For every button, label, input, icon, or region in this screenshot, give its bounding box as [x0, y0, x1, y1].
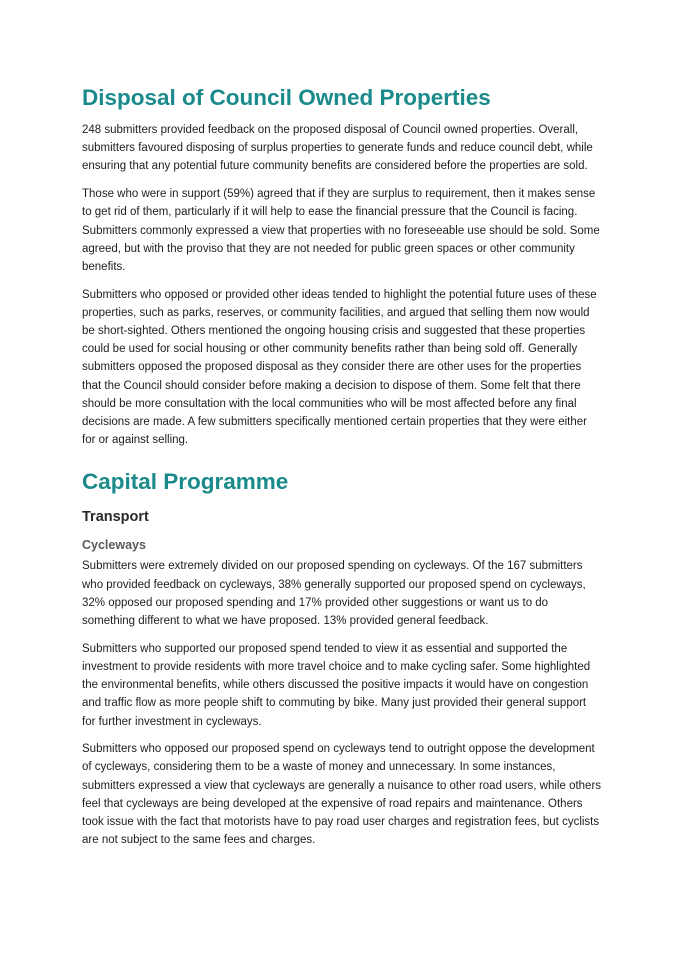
paragraph: Those who were in support (59%) agreed that if they are surplus to requirement, then it makes sense to get rid of them, particularly if it will help to ease the financial pressure that the Council is facing. Submitters commonly expressed a view that properties with no foreseeable use should be sold. Some agreed, but with the proviso that they are not needed for public green spaces or other community benefits.	[82, 188, 600, 273]
subheading-transport: Transport	[82, 509, 149, 526]
paragraph: Submitters who supported our proposed spend tended to view it as essential and supported the investment to provide residents with more travel choice and to make cycling safer. Some highlighted the environmental benefits, while others discussed the positive impacts it would have on congestion and traffic flow as more people shift to commuting by bike. Many just provided their general support for further investment in cycleways.	[82, 642, 591, 728]
document-page	[82, 0, 602, 859]
paragraph: Submitters who opposed our proposed spend on cycleways tend to outright oppose the development of cycleways, considering them to be a waste of money and unnecessary. In some instances, submitters expressed a view that cycleways are generally a nuisance to other road users, while others feel that cycleways are being developed at the expensive of road repairs and maintenance. Others took issue with the fact that motorists have to pay road user charges and registration fees, but cyclists are not subject to the same fees and charges.	[82, 743, 602, 847]
section-title-capital-programme: Capital Programme	[82, 469, 289, 495]
subheading-cycleways: Cycleways	[82, 538, 146, 553]
paragraph: 248 submitters provided feedback on the proposed disposal of Council owned properties. Overall, submitters favoured disposing of surplus properties to generate funds and reduce council debt, while ensuring that any potential future community benefits are considered before the properties are sold.	[82, 124, 593, 173]
section-title-disposal: Disposal of Council Owned Properties	[82, 85, 491, 110]
paragraph: Submitters were extremely divided on our proposed spending on cycleways. Of the 167 submitters who provided feedback on cycleways, 38% generally supported our proposed spend on cycleways, 32% opposed our proposed spending and 17% provided other suggestions or want us to do something different to what we have proposed. 13% provided general feedback.	[82, 560, 586, 628]
paragraph: Submitters who opposed or provided other ideas tended to highlight the potential future uses of these properties, such as parks, reserves, or community facilities, and argued that selling them now would be short-sighted. Others mentioned the ongoing housing crisis and suggested that these properties could be used for social housing or other community benefits rather than being sold off. Generally submitters opposed the proposed disposal as they consider there are other uses for the properties that the Council should consider before making a decision to dispose of them. Some felt that there should be more consultation with the local communities who will be most affected before any final decisions are made. A few submitters specifically mentioned certain properties that they were either for or against selling.	[82, 288, 597, 447]
